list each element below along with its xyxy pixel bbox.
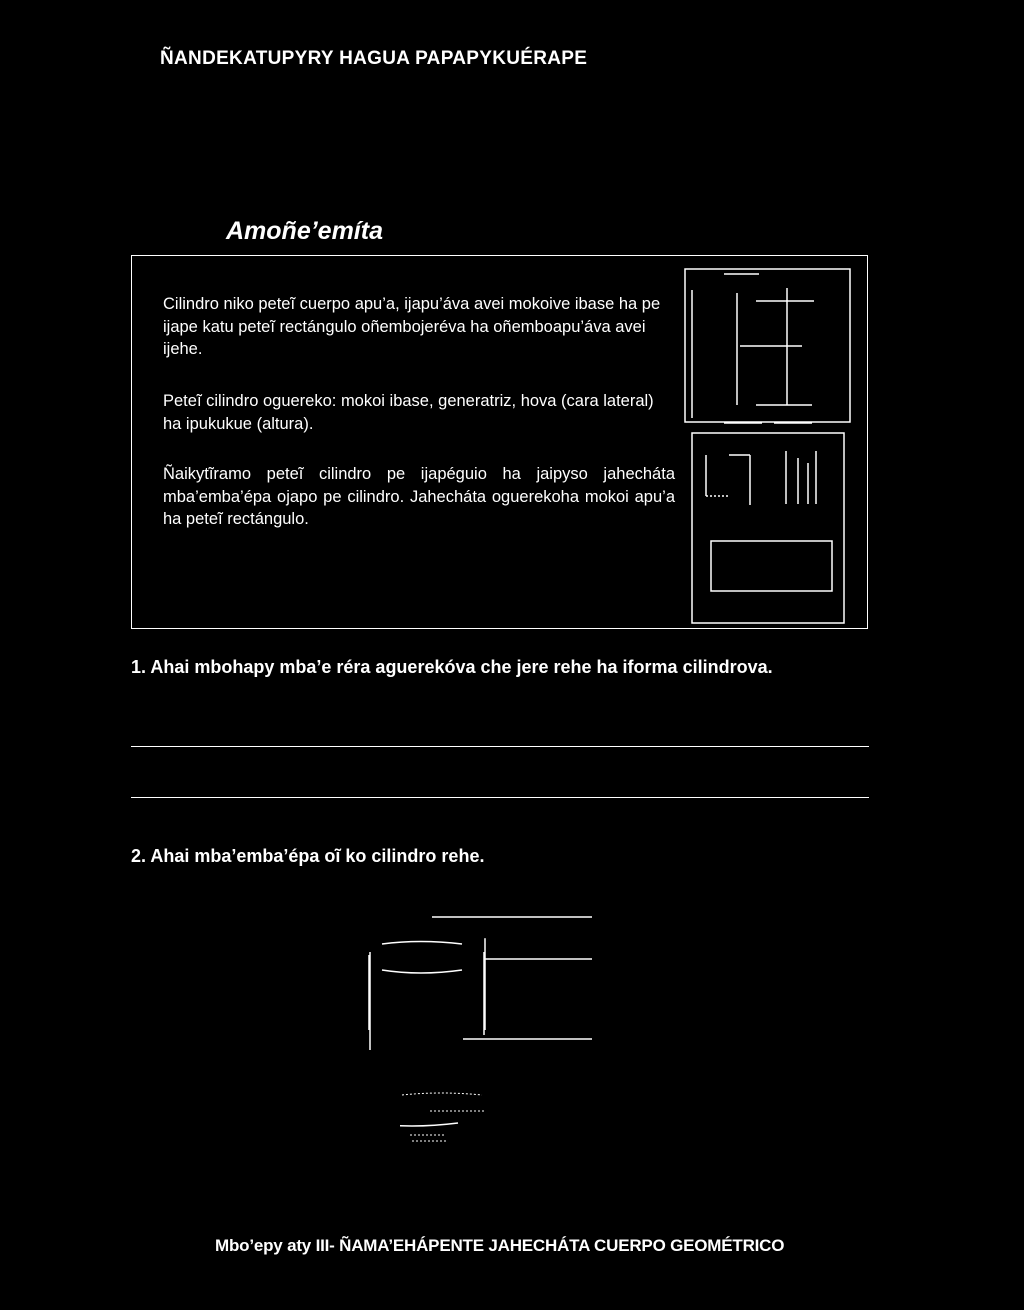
exercise-2-prompt [131,846,484,867]
exercise-2-number: 2. [131,846,147,866]
page-footer: Mbo’epy aty III- ÑAMA’EHÁPENTE JAHECHÁTA CUERPO GEOMÉTRICO [215,1236,785,1255]
answer-line-2[interactable] [131,797,869,798]
exercise-1-prompt [131,657,773,678]
cylinder-labeled-illustration [684,268,852,626]
exercise-2-text: Ahai mba’emba’épa oĩ ko cilindro rehe. [150,846,485,866]
definition-paragraph-1: Cilindro niko peteĩ cuerpo apu’a, ijapu’áva avei mokoive ibase ha pe ijape katu peteĩ rectángulo oñembojeréva ha oñemboapu’áva avei ijehe. [163,295,661,358]
cylinder-base-dots [400,1085,520,1155]
exercise-1-number: 1. [131,657,147,677]
answer-line-1[interactable] [131,746,869,747]
definition-paragraph-2: Peteĩ cilindro oguereko: mokoi ibase, generatriz, hova (cara lateral) ha ipukukue (altura). [163,392,654,433]
definition-paragraph-3: Ñaikytĩramo peteĩ cilindro pe ijapéguio ha jaipyso jahecháta mba’emba’épa ojapo pe cilindro. Jahecháta oguerekoha mokoi apu’a ha peteĩ rectángulo. [163,465,675,528]
section-heading: Amoñe’emíta [226,217,383,245]
exercise-1-text: Ahai mbohapy mba’e réra aguerekóva che jere rehe ha iforma cilindrova. [150,657,773,677]
page-header-title: ÑANDEKATUPYRY HAGUA PAPAPYKUÉRAPE [160,48,588,69]
cylinder-exercise-illustration [360,910,600,1060]
